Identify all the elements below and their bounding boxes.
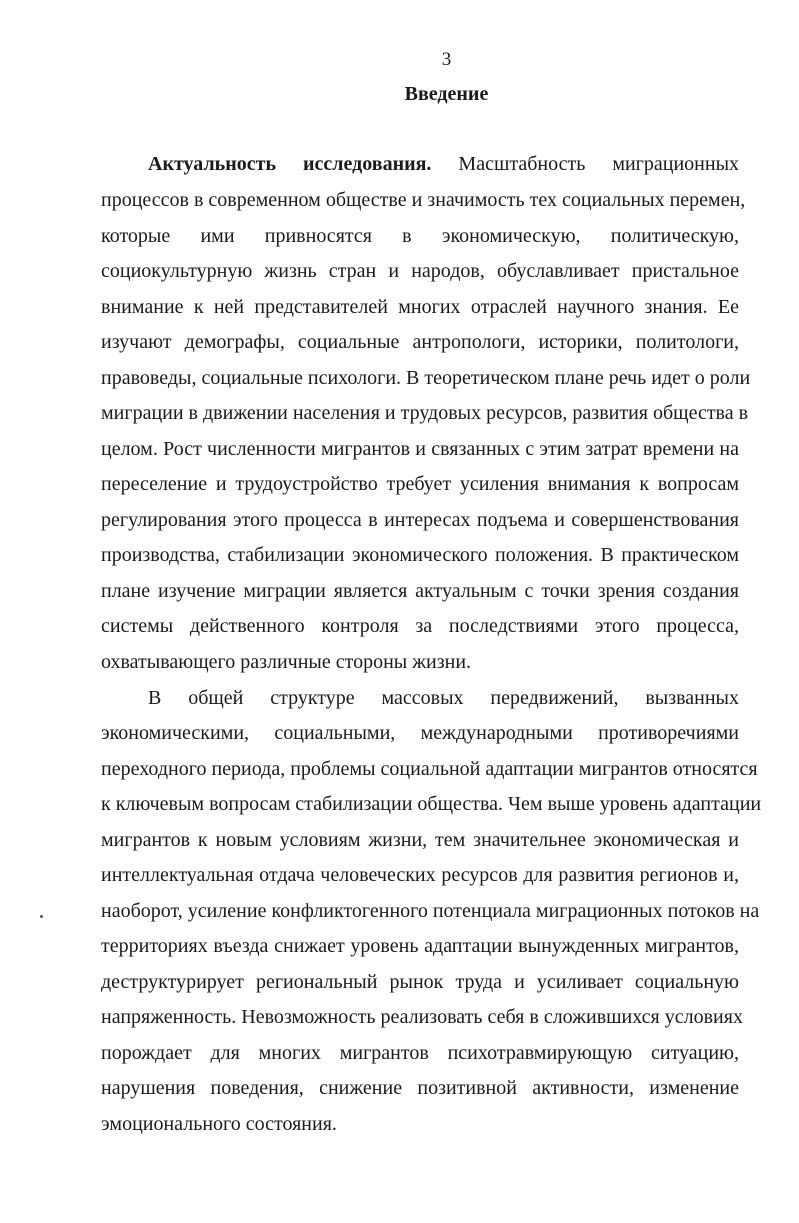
- paragraph-1-line: регулирования этого процесса в интересах подъема и совершенствования: [101, 509, 739, 531]
- lead-word-1: Актуальность: [148, 153, 277, 175]
- paragraph-2-line: территориях въезда снижает уровень адаптации вынужденных мигрантов,: [101, 935, 739, 957]
- paragraph-1-line: внимание к ней представителей многих отраслей научного знания. Ее: [101, 296, 739, 318]
- paragraph-1-line: изучают демографы, социальные антропологи, историки, политологи,: [101, 331, 739, 353]
- paragraph-2-line: к ключевым вопросам стабилизации общества. Чем выше уровень адаптации: [101, 793, 762, 815]
- paragraph-1-line: миграции в движении населения и трудовых ресурсов, развития общества в: [101, 402, 749, 424]
- paragraph-1-line-1: [148, 152, 739, 176]
- paragraph-1-line: которые ими привносятся в экономическую, политическую,: [101, 225, 739, 247]
- paragraph-1-line: переселение и трудоустройство требует усиления внимания к вопросам: [101, 473, 739, 495]
- paragraph-2-line: переходного периода, проблемы социальной адаптации мигрантов относятся: [101, 758, 758, 780]
- paragraph-2-line: экономическими, социальными, международными противоречиями: [101, 722, 739, 744]
- page-title: Введение: [404, 83, 489, 105]
- paragraph-2-line-1: В общей структуре массовых передвижений, вызванных: [148, 687, 739, 709]
- paragraph-1-last-line: охватывающего различные стороны жизни.: [101, 651, 472, 673]
- paragraph-2-line: мигрантов к новым условиям жизни, тем значительнее экономическая и: [101, 829, 739, 851]
- paragraph-1-line: целом. Рост численности мигрантов и связанных с этим затрат времени на: [101, 438, 739, 460]
- paragraph-2-line: интеллектуальная отдача человеческих ресурсов для развития регионов и,: [101, 864, 739, 886]
- paragraph-2-line: порождает для многих мигрантов психотравмирующую ситуацию,: [101, 1042, 739, 1064]
- paragraph-2-line: напряженность. Невозможность реализовать себя в сложившихся условиях: [101, 1006, 743, 1028]
- paragraph-1-line: правоведы, социальные психологи. В теоретическом плане речь идет о роли: [101, 367, 751, 389]
- paragraph-2-last-line: эмоционального состояния.: [101, 1113, 337, 1135]
- paragraph-1-line: системы действенного контроля за последствиями этого процесса,: [101, 615, 739, 637]
- paragraph-2-line: наоборот, усиление конфликтогенного потенциала миграционных потоков на: [101, 900, 760, 922]
- paragraph-1-line: производства, стабилизации экономического положения. В практическом: [101, 544, 739, 566]
- paragraph-1-line: социокультурную жизнь стран и народов, обуславливает пристальное: [101, 260, 739, 282]
- paragraph-1-line: плане изучение миграции является актуальным с точки зрения создания: [101, 580, 739, 602]
- paragraph-1-line: процессов в современном обществе и значимость тех социальных перемен,: [101, 189, 746, 211]
- line-1-rest: Масштабность миграционных: [458, 153, 740, 175]
- lead-word-2: исследования.: [303, 153, 432, 175]
- scan-speck: [40, 915, 43, 918]
- paragraph-2-line: деструктурирует региональный рынок труда и усиливает социальную: [101, 971, 739, 993]
- page-number: 3: [441, 49, 452, 70]
- paragraph-2-line: нарушения поведения, снижение позитивной активности, изменение: [101, 1077, 739, 1099]
